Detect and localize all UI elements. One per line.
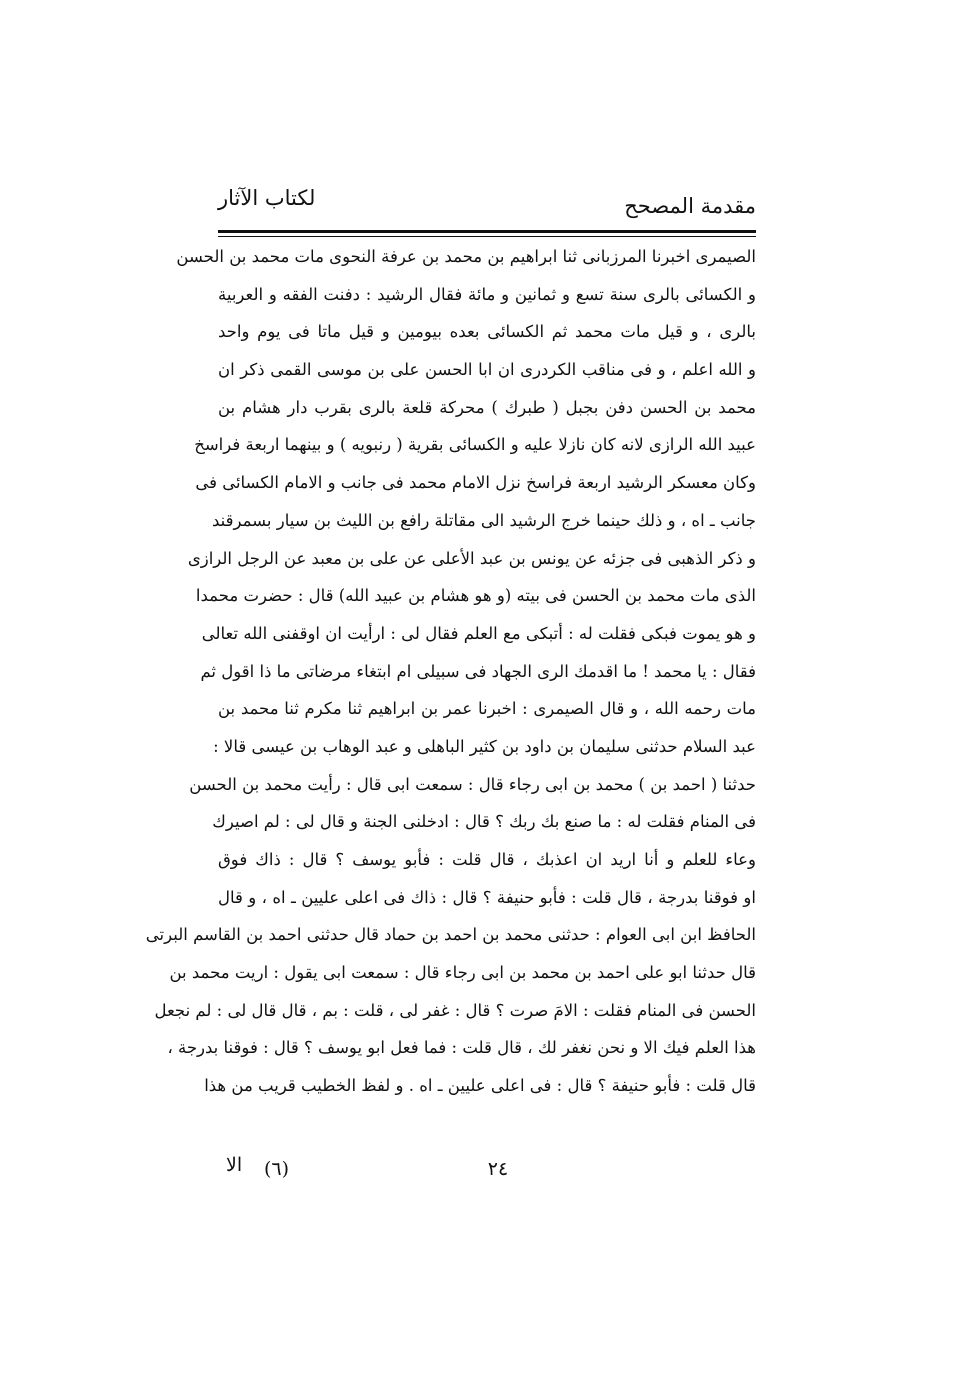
- text-line: قال حدثنا ابو على احمد بن محمد بن ابى رجاء قال : سمعت ابى يقول : اريت محمد بن: [169, 963, 756, 983]
- running-header: [218, 186, 756, 232]
- page-number: ٢٤: [487, 1158, 509, 1180]
- signature-mark: (٦): [264, 1158, 290, 1180]
- page-footer: [218, 1150, 756, 1190]
- body-text: [145, 238, 756, 1105]
- text-line: و الله اعلم ، و فى مناقب الكردرى ان ابا الحسن على بن موسى القمى ذكر ان: [218, 360, 756, 380]
- header-rule-thick: [218, 230, 756, 233]
- text-line: جانب ـ اه ، و ذلك حينما خرج الرشيد الى مقاتلة رافع بن الليث بن سيار بسمرقند: [212, 510, 756, 530]
- catchword: الا: [226, 1154, 243, 1176]
- text-line: و الكسائى بالرى سنة تسع و ثمانين و مائة فقال الرشيد : دفنت الفقه و العربية: [218, 284, 756, 304]
- header-rule-thin: [218, 236, 756, 237]
- text-line: حدثنا ( احمد بن ) محمد بن ابى رجاء قال : سمعت ابى قال : رأيت محمد بن الحسن: [189, 774, 756, 794]
- header-book-section: مقدمة المصحح: [624, 194, 756, 218]
- text-line: هذا العلم فيك الا و نحن نغفر لك ، قال قلت : فما فعل ابو يوسف ؟ قال : فوقنا بدرجة ،: [167, 1038, 756, 1058]
- text-line: و ذكر الذهبى فى جزئه عن يونس بن عبد الأعلى عن على بن معبد عن الرجل الرازى: [187, 548, 756, 568]
- text-line: فى المنام فقلت له : ما صنع بك ربك ؟ قال : ادخلنى الجنة و قال لى : لم اصيرك: [212, 812, 756, 832]
- text-line: فقال : يا محمد ! ما اقدمك الرى الجهاد فى سبيلى ام ابتغاء مرضاتى ما ذا اقول ثم: [200, 661, 756, 681]
- text-line: وكان معسكر الرشيد اربعة فراسخ نزل الامام محمد فى جانب و الامام الكسائى فى: [195, 473, 756, 493]
- text-line: بالرى ، و قيل مات محمد ثم الكسائى بعده بيومين و قيل ماتا فى يوم واحد: [218, 322, 756, 342]
- text-line: عبيد الله الرازى لانه كان نازلا عليه و الكسائى بقرية ( رنبويه ) و بينهما اربعة فراسخ: [194, 435, 756, 455]
- text-line: مات رحمه الله ، و قال الصيمرى : اخبرنا عمر بن ابراهيم ثنا مكرم ثنا محمد بن: [218, 699, 756, 719]
- text-line: الحافظ ابن ابى العوام : حدثنى محمد بن احمد بن حماد قال حدثنى احمد بن القاسم البرتى: [145, 925, 756, 945]
- text-line: او فوقنا بدرجة ، قال قلت : فأبو حنيفة ؟ قال : ذاك فى اعلى عليين ـ اه ، و قال: [218, 887, 756, 907]
- text-line: وعاء للعلم و أنا اريد ان اعذبك ، قال قلت : فأبو يوسف ؟ قال : ذاك فوق: [218, 850, 756, 869]
- text-line: و هو يموت فبكى فقلت له : أتبكى مع العلم فقال لى : ارأيت ان اوقفنى الله تعالى: [201, 623, 756, 643]
- text-line: قال قلت : فأبو حنيفة ؟ قال : فى اعلى عليين ـ اه . و لفظ الخطيب قريب من هذا: [204, 1076, 756, 1096]
- text-line: الحسن فى المنام فقلت : الامَ صرت ؟ قال : غفر لى ، قلت : بم ، قال قال لى : لم نجعل: [154, 1000, 756, 1020]
- text-line: الصيمرى اخبرنا المرزبانى ثنا ابراهيم بن محمد بن عرفة النحوى مات محمد بن الحسن: [176, 247, 756, 266]
- text-line: الذى مات محمد بن الحسن فى بيته (و هو هشام بن عبيد الله) قال : حضرت محمدا: [195, 586, 756, 606]
- header-book-title: لكتاب الآثار: [218, 186, 316, 210]
- text-line: عبد السلام حدثنى سليمان بن داود بن كثير الباهلى و عبد الوهاب بن عيسى قالا :: [213, 736, 756, 756]
- text-line: محمد بن الحسن دفن بجبل ( طبرك ) محركة قلعة بالرى بقرب دار هشام بن: [218, 397, 756, 417]
